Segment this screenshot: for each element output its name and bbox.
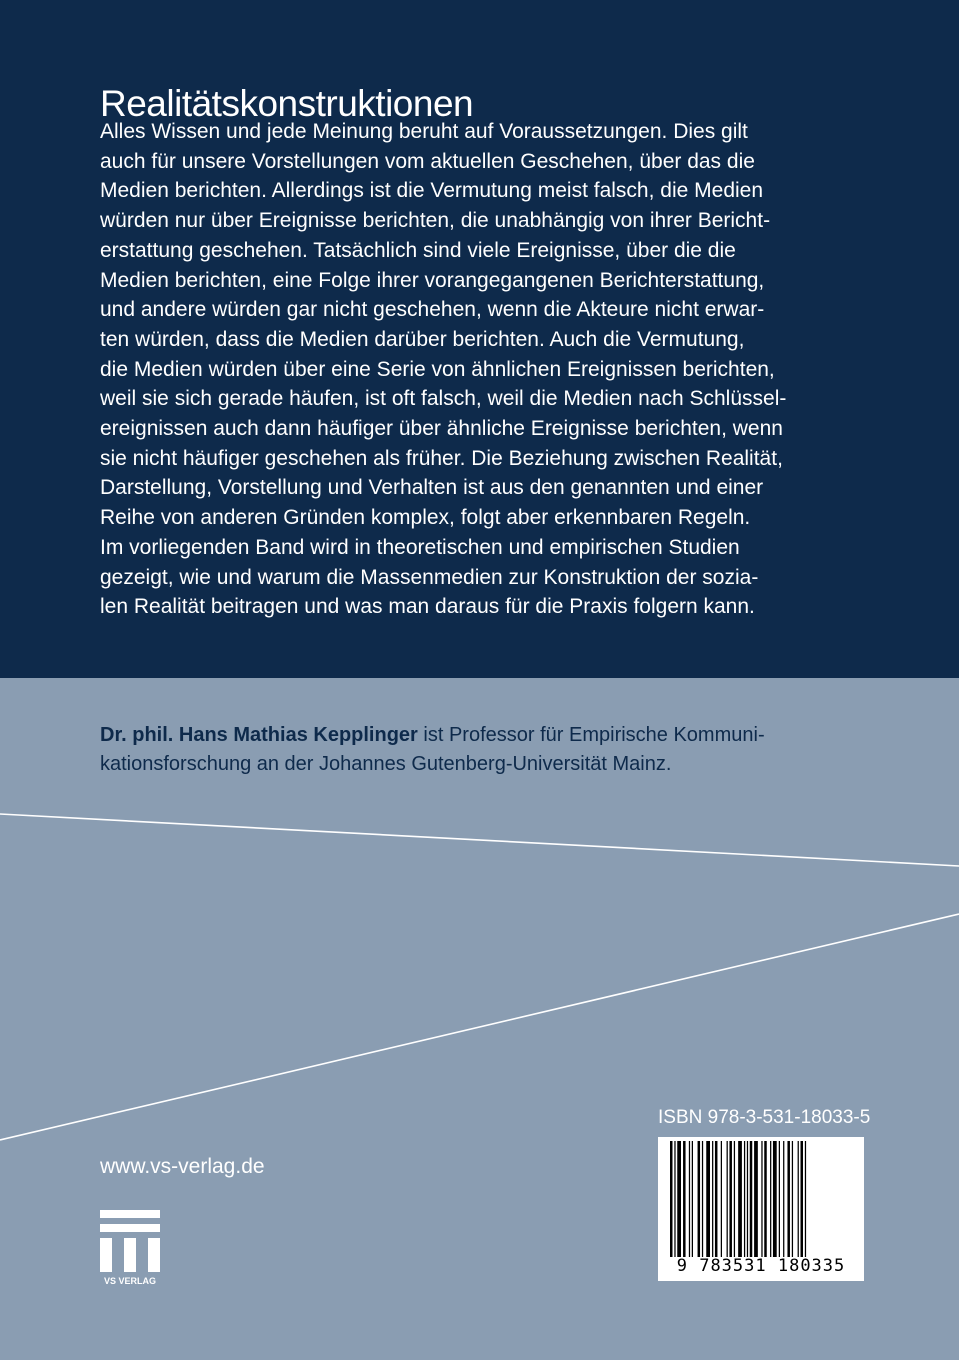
barcode-digits: 9 783531 180335	[676, 1256, 846, 1276]
blurb-line: auch für unsere Vorstellungen vom aktuellen Geschehen, über das die	[100, 149, 755, 173]
logo-text: VS VERLAG	[103, 1276, 157, 1286]
blurb-line: gezeigt, wie und warum die Massenmedien zur Konstruktion der sozia-	[100, 565, 759, 589]
barcode-bar	[779, 1141, 780, 1257]
barcode	[658, 1137, 864, 1281]
blurb-line: Medien berichten. Allerdings ist die Vermutung meist falsch, die Medien	[100, 179, 764, 203]
barcode-bar	[721, 1141, 722, 1257]
barcode-bar	[744, 1141, 745, 1257]
barcode-bar	[727, 1141, 728, 1257]
barcode-bar	[715, 1141, 718, 1257]
barcode-bar	[670, 1141, 673, 1257]
blurb-line: Alles Wissen und jede Meinung beruht auf Voraussetzungen. Dies gilt	[100, 120, 748, 143]
barcode-bar	[692, 1141, 693, 1257]
barcode-bar	[729, 1141, 732, 1257]
blurb-line: würden nur über Ereignisse berichten, die unabhängig von ihrer Bericht-	[100, 209, 771, 233]
barcode-bar	[674, 1141, 675, 1257]
publisher-website: www.vs-verlag.de	[100, 1155, 265, 1178]
barcode-bar	[792, 1141, 793, 1257]
blurb-line: erstattung geschehen. Tatsächlich sind viele Ereignisse, über die die	[100, 238, 736, 262]
barcode-bar	[787, 1141, 790, 1257]
book-title: Realitätskonstruktionen	[100, 82, 474, 124]
blurb-line: ereignissen auch dann häufiger über ähnliche Ereignisse berichten, wenn	[100, 417, 783, 441]
barcode-bar	[683, 1141, 686, 1257]
blurb-line: sie nicht häufiger geschehen als früher. Die Beziehung zwischen Realität,	[100, 446, 783, 470]
barcode-bar	[706, 1141, 710, 1257]
barcode-bar	[805, 1141, 806, 1257]
author-bio-line-2: kationsforschung an der Johannes Gutenberg-Universität Mainz.	[100, 753, 672, 775]
blurb-line: Reihe von anderen Gründen komplex, folgt aber erkennbaren Regeln.	[100, 506, 751, 530]
barcode-bar	[738, 1141, 742, 1257]
blurb-line: Im vorliegenden Band wird in theoretischen und empirischen Studien	[100, 535, 740, 559]
author-name: Dr. phil. Hans Mathias Kepplinger	[100, 724, 418, 746]
blurb-line: weil sie sich gerade häufen, ist oft falsch, weil die Medien nach Schlüssel-	[100, 387, 787, 411]
blurb-text	[100, 117, 880, 622]
barcode-bar	[677, 1141, 681, 1257]
barcode-bar	[773, 1141, 777, 1257]
isbn-label: ISBN 978-3-531-18033-5	[658, 1107, 871, 1128]
barcode-bar	[764, 1141, 767, 1257]
blurb-line: und andere würden gar nicht geschehen, wenn die Akteure nicht erwar-	[100, 298, 765, 322]
blurb-line: Darstellung, Vorstellung und Verhalten ist aus den genannten und einer	[100, 476, 764, 500]
barcode-bar	[702, 1141, 703, 1257]
barcode-bar	[783, 1141, 784, 1257]
author-bio-line-1	[100, 721, 880, 750]
barcode-bar	[801, 1141, 804, 1257]
barcode-bar	[734, 1141, 735, 1257]
vs-verlag-logo-icon	[100, 1210, 160, 1286]
barcode-bars	[668, 1141, 854, 1257]
blurb-line: die Medien würden über eine Serie von ähnlichen Ereignissen berichten,	[100, 357, 775, 381]
barcode-bar	[754, 1141, 758, 1257]
blurb-line: len Realität beitragen und was man daraus für die Praxis folgern kann.	[100, 595, 755, 619]
author-bio	[100, 721, 880, 779]
author-bio-rest: ist Professor für Empirische Kommuni-	[417, 724, 765, 746]
barcode-bar	[712, 1141, 713, 1257]
barcode-bar	[689, 1141, 690, 1257]
blurb-line: ten würden, dass die Medien darüber berichten. Auch die Vermutung,	[100, 327, 745, 351]
barcode-bar	[761, 1141, 762, 1257]
blurb-line: Medien berichten, eine Folge ihrer vorangegangenen Berichterstattung,	[100, 268, 765, 292]
barcode-bar	[747, 1141, 748, 1257]
barcode-bar	[798, 1141, 799, 1257]
barcode-bar	[750, 1141, 753, 1257]
barcode-bar	[698, 1141, 701, 1257]
barcode-bar	[770, 1141, 771, 1257]
